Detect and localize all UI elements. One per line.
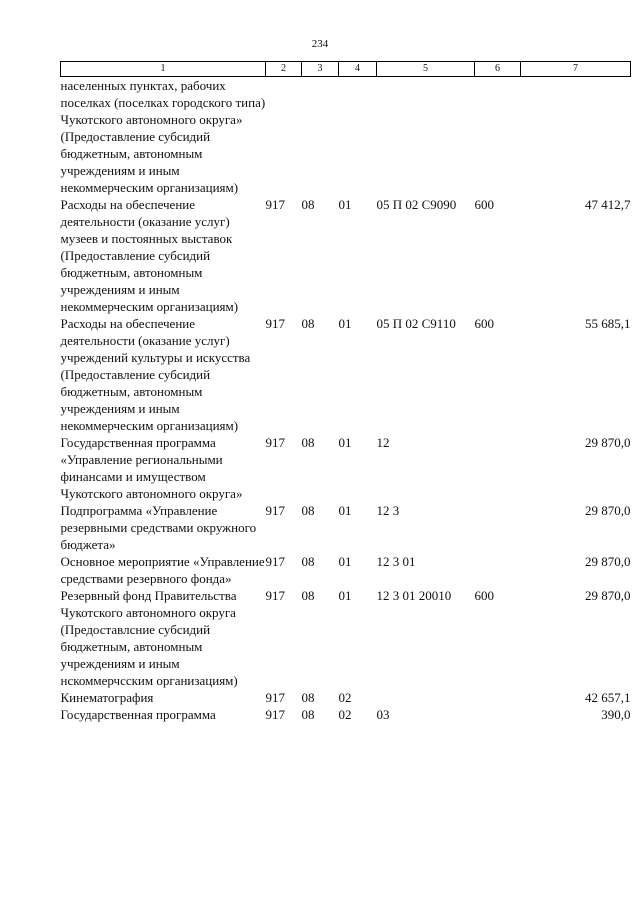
header-cell: 4 bbox=[339, 62, 377, 77]
ministry-code: 917 bbox=[265, 197, 285, 212]
expense-type bbox=[475, 77, 521, 197]
table-row bbox=[61, 77, 631, 197]
section-code: 08 bbox=[301, 588, 315, 603]
ministry-code: 917 bbox=[265, 316, 285, 331]
subsection-code: 02 bbox=[338, 690, 352, 705]
target-article: 05 П 02 С9090 bbox=[376, 197, 457, 212]
header-cell: 6 bbox=[475, 62, 521, 77]
header-cell: 1 bbox=[61, 62, 266, 77]
subsection-code: 01 bbox=[338, 197, 352, 212]
row-name: Государственная программа bbox=[60, 707, 216, 722]
section-code: 08 bbox=[301, 707, 315, 722]
ministry-code: 917 bbox=[265, 435, 285, 450]
section-code: 08 bbox=[301, 690, 315, 705]
amount: 390,0 bbox=[601, 707, 631, 722]
row-name: Резервный фонд Правительства Чукотского автономного округа (Предоставлсние субсидий бюджетным, автономным учреждениям и иным нскоммерчсским организациям) bbox=[60, 588, 238, 688]
row-name: Государственная программа «Управление региональными финансами и имуществом Чукотского автономного округа» bbox=[60, 435, 243, 501]
target-article: 12 3 01 bbox=[376, 554, 416, 569]
table-row bbox=[61, 706, 631, 723]
expense-type bbox=[475, 689, 521, 706]
ministry-code: 917 bbox=[265, 554, 285, 569]
row-name: Кинематография bbox=[60, 690, 154, 705]
amount: 29 870,0 bbox=[585, 435, 631, 450]
amount: 42 657,1 bbox=[585, 690, 631, 705]
ministry-code: 917 bbox=[265, 503, 285, 518]
amount: 55 685,1 bbox=[585, 316, 631, 331]
row-name: Подпрограмма «Управление резервными средствами окружного бюджета» bbox=[60, 503, 257, 552]
amount: 29 870,0 bbox=[585, 554, 631, 569]
target-article bbox=[377, 77, 475, 197]
section-code: 08 bbox=[301, 435, 315, 450]
ministry-code: 917 bbox=[265, 690, 285, 705]
amount: 29 870,0 bbox=[585, 588, 631, 603]
header-cell: 2 bbox=[266, 62, 302, 77]
expense-type: 600 bbox=[474, 588, 494, 603]
table-row bbox=[61, 502, 631, 553]
table-row bbox=[61, 587, 631, 689]
subsection-code: 01 bbox=[338, 503, 352, 518]
subsection-code bbox=[339, 77, 377, 197]
ministry-code: 917 bbox=[265, 707, 285, 722]
page-number: 234 bbox=[311, 38, 329, 50]
amount bbox=[521, 77, 631, 197]
table-row bbox=[61, 434, 631, 502]
row-name: Основное мероприятие «Управление средствами резервного фонда» bbox=[60, 554, 265, 586]
amount: 47 412,7 bbox=[585, 197, 631, 212]
expense-type bbox=[475, 706, 521, 723]
target-article: 03 bbox=[376, 707, 390, 722]
subsection-code: 01 bbox=[338, 554, 352, 569]
section-code: 08 bbox=[301, 503, 315, 518]
header-cell: 5 bbox=[377, 62, 475, 77]
row-name: Расходы на обеспечение деятельности (оказание услуг) музеев и постоянных выставок (Предоставление субсидий бюджетным, автономным учреждениям и иным некоммерческим организациям) bbox=[60, 197, 239, 314]
header-row bbox=[61, 62, 631, 77]
header-cell: 3 bbox=[302, 62, 339, 77]
header-cell: 7 bbox=[521, 62, 631, 77]
table-row bbox=[61, 315, 631, 434]
expense-type bbox=[475, 502, 521, 553]
subsection-code: 01 bbox=[338, 588, 352, 603]
ministry-code: 917 bbox=[265, 588, 285, 603]
subsection-code: 01 bbox=[338, 316, 352, 331]
row-name: Расходы на обеспечение деятельности (оказание услуг) учреждений культуры и искусства (Предоставление субсидий бюджетным, автономным учреждениям и иным некоммерческим организациям) bbox=[60, 316, 251, 433]
target-article: 05 П 02 С9110 bbox=[376, 316, 456, 331]
table-row bbox=[61, 196, 631, 315]
table-row bbox=[61, 553, 631, 587]
subsection-code: 02 bbox=[338, 707, 352, 722]
section-code: 08 bbox=[301, 197, 315, 212]
expense-type bbox=[475, 434, 521, 502]
table-row bbox=[61, 689, 631, 706]
expense-type bbox=[475, 553, 521, 587]
target-article: 12 3 01 20010 bbox=[376, 588, 452, 603]
target-article: 12 3 bbox=[376, 503, 400, 518]
target-article bbox=[377, 689, 475, 706]
subsection-code: 01 bbox=[338, 435, 352, 450]
target-article: 12 bbox=[376, 435, 390, 450]
row-name: населенных пунктах, рабочих поселках (поселках городского типа) Чукотского автономного округа» (Предоставление субсидий бюджетным, автономным учреждениям и иным некоммерческим организациям) bbox=[60, 78, 266, 195]
section-code: 08 bbox=[301, 554, 315, 569]
amount: 29 870,0 bbox=[585, 503, 631, 518]
section-code: 08 bbox=[301, 316, 315, 331]
expense-type: 600 bbox=[474, 316, 494, 331]
ministry-code bbox=[266, 77, 302, 197]
expense-type: 600 bbox=[474, 197, 494, 212]
section-code bbox=[302, 77, 339, 197]
budget-table bbox=[60, 61, 631, 723]
